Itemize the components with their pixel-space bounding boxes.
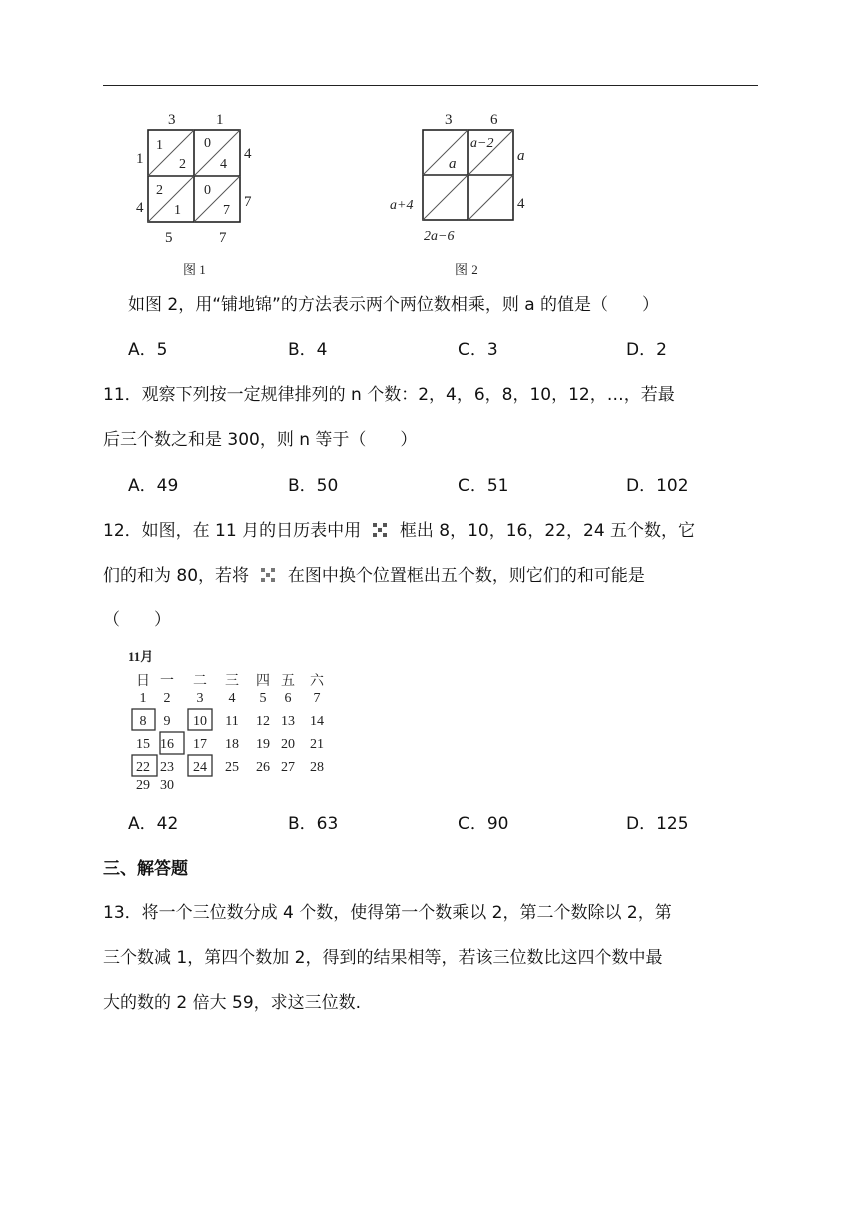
calendar-day: 6 [284, 691, 292, 706]
calendar-day: 17 [193, 737, 207, 752]
calendar-day: 28 [310, 760, 324, 775]
q12-line-1-a: 12．如图，在 11 月的日历表中用 [103, 521, 362, 541]
calendar-day: 22 [136, 760, 150, 775]
fig2-caption: 图 2 [455, 262, 478, 277]
q11-option-c[interactable]: C．51 [458, 476, 509, 496]
fig1-bottom-1: 5 [165, 230, 173, 246]
q12-line-1 [103, 519, 695, 543]
figure-1 [128, 108, 268, 278]
fig1-cell3-tl: 2 [156, 183, 163, 198]
calendar-weekday: 四 [256, 674, 270, 689]
fig1-cell3-br: 1 [174, 203, 181, 218]
q12-option-a[interactable]: A．42 [128, 814, 179, 834]
fig2-bottom-label: 2a−6 [424, 229, 455, 244]
q11-option-b[interactable]: B．50 [288, 476, 339, 496]
calendar-day: 26 [256, 760, 270, 775]
figure-2 [386, 108, 546, 278]
fig1-top-1: 3 [168, 112, 176, 128]
q12-option-b[interactable]: B．63 [288, 814, 339, 834]
calendar-day: 21 [310, 737, 324, 752]
fig1-left-2: 4 [136, 200, 144, 216]
fig1-right-1: 4 [244, 146, 252, 162]
calendar-weekdays [136, 673, 325, 689]
q11-option-a[interactable]: A．49 [128, 476, 179, 496]
fig1-left-1: 1 [136, 151, 144, 167]
calendar-day: 13 [281, 714, 295, 729]
fig1-cell2-br: 4 [220, 157, 227, 172]
q12-line-2 [103, 564, 645, 588]
calendar-day: 30 [160, 778, 174, 793]
section-heading: 三、解答题 [103, 859, 188, 879]
calendar-day: 3 [196, 691, 204, 706]
calendar-day: 11 [225, 714, 239, 729]
q13-line-2: 三个数减 1，第四个数加 2，得到的结果相等，若该三位数比这四个数中最 [103, 948, 663, 968]
q12-line-1-b: 框出 8，10，16，22，24 五个数，它 [399, 521, 696, 541]
q12-option-d[interactable]: D．125 [626, 814, 689, 834]
q10-option-b[interactable]: B．4 [288, 340, 328, 360]
calendar-day: 20 [281, 737, 295, 752]
calendar-day: 10 [193, 714, 207, 729]
calendar-month: 11月 [128, 649, 154, 664]
header-rule [103, 85, 758, 86]
q12-line-2-b: 在图中换个位置框出五个数，则它们的和可能是 [287, 566, 645, 586]
fig1-top-2: 1 [216, 112, 224, 128]
calendar-figure [122, 644, 347, 794]
calendar-day: 25 [225, 760, 239, 775]
q10-stem: 如图 2，用“铺地锦”的方法表示两个两位数相乘，则 a 的值是（ ） [128, 295, 660, 315]
calendar-weekday: 二 [193, 674, 207, 689]
fig1-bottom-2: 7 [219, 230, 227, 246]
fig2-right-1: a [517, 148, 525, 164]
calendar-day: 23 [160, 760, 174, 775]
fig1-cell4-tl: 0 [204, 183, 211, 198]
calendar-day: 15 [136, 737, 150, 752]
calendar-day: 1 [139, 691, 147, 706]
calendar-weekday: 六 [310, 674, 324, 689]
fig1-caption: 图 1 [183, 262, 206, 277]
calendar-weekday: 三 [225, 674, 239, 689]
fig2-top-1: 3 [445, 112, 453, 128]
q12-line-2-a: 们的和为 80，若将 [103, 566, 250, 586]
calendar-day: 2 [163, 691, 171, 706]
q10-option-a[interactable]: A．5 [128, 340, 168, 360]
fig2-cell2-label: a−2 [470, 136, 494, 151]
calendar-day: 27 [281, 760, 295, 775]
selection-shape-icon [260, 567, 276, 583]
calendar-day: 9 [163, 714, 171, 729]
calendar-weekday: 一 [160, 674, 174, 689]
fig2-cell1-label: a [449, 156, 457, 172]
fig1-cell4-br: 7 [223, 203, 230, 218]
calendar-day: 5 [259, 691, 267, 706]
calendar-days [136, 691, 324, 793]
fig1-right-2: 7 [244, 194, 252, 210]
q12-line-3: （ ） [103, 610, 171, 630]
q10-option-d[interactable]: D．2 [626, 340, 667, 360]
calendar-day: 16 [160, 737, 174, 752]
q13-line-3: 大的数的 2 倍大 59，求这三位数. [103, 993, 362, 1013]
calendar-day: 12 [256, 714, 270, 729]
calendar-day: 4 [228, 691, 236, 706]
fig1-cell1-tl: 1 [156, 138, 163, 153]
calendar-weekday: 日 [136, 674, 150, 689]
q12-option-c[interactable]: C．90 [458, 814, 509, 834]
fig2-left-label: a+4 [390, 198, 414, 213]
calendar-day: 7 [313, 691, 321, 706]
calendar-day: 8 [139, 714, 147, 729]
calendar-day: 14 [310, 714, 324, 729]
q11-line-1: 11．观察下列按一定规律排列的 n 个数：2，4，6，8，10，12，…，若最 [103, 385, 675, 405]
calendar-weekday: 五 [281, 674, 295, 689]
calendar-day: 19 [256, 737, 270, 752]
q10-option-c[interactable]: C．3 [458, 340, 498, 360]
fig2-top-2: 6 [490, 112, 498, 128]
q13-line-1: 13．将一个三位数分成 4 个数，使得第一个数乘以 2，第二个数除以 2，第 [103, 903, 672, 923]
calendar-day: 18 [225, 737, 239, 752]
fig1-cell2-tl: 0 [204, 136, 211, 151]
q11-line-2: 后三个数之和是 300，则 n 等于（ ） [103, 430, 418, 450]
fig2-right-2: 4 [517, 196, 525, 212]
q11-option-d[interactable]: D．102 [626, 476, 689, 496]
selection-shape-icon [372, 522, 388, 538]
fig1-cell1-br: 2 [179, 157, 186, 172]
calendar-day: 24 [193, 760, 207, 775]
calendar-day: 29 [136, 778, 150, 793]
